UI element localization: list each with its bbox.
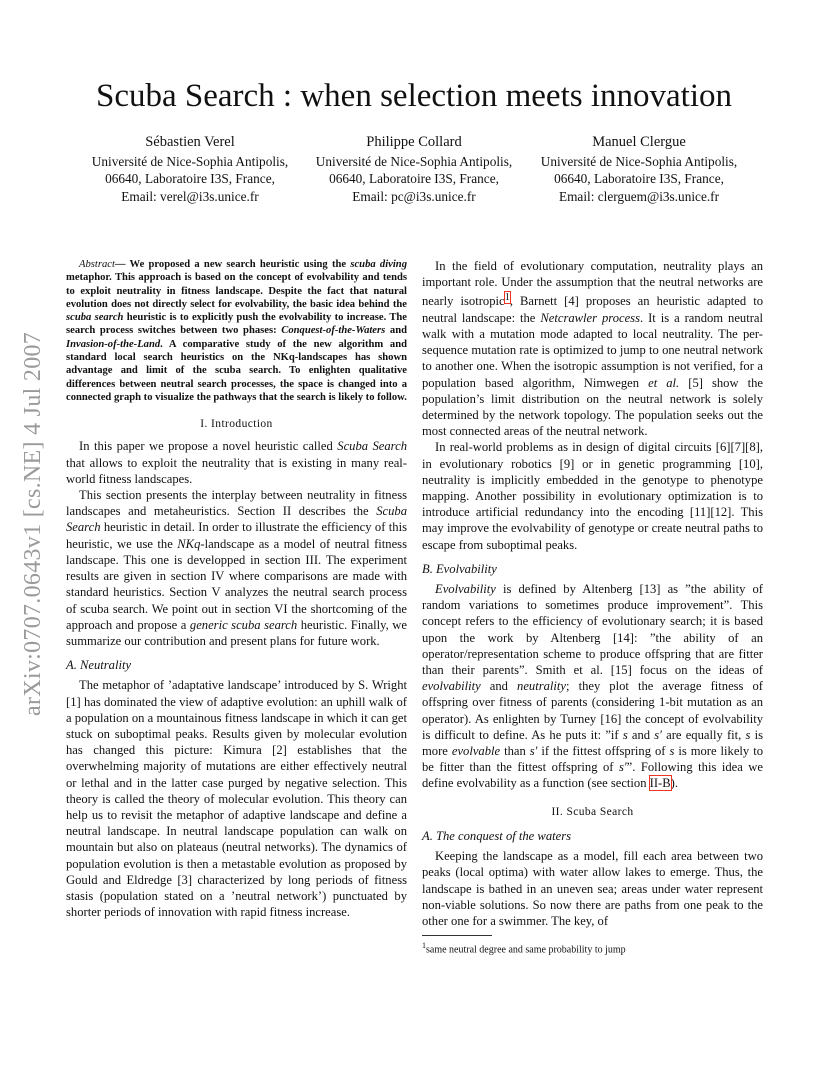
author-name: Philippe Collard: [366, 134, 462, 150]
emphasis: Scuba Search: [66, 504, 407, 535]
math-symbol: s: [745, 727, 751, 742]
abstract-emphasis: scuba diving: [350, 259, 407, 270]
paragraph-text: In this paper we propose a novel heuristic called: [79, 439, 338, 454]
emphasis: Scuba Search: [337, 439, 407, 454]
abstract-text: heuristic is to explicitly push the evolvability to increase. The search process switches between two phases:: [66, 312, 408, 337]
math-symbol: s′: [618, 760, 627, 775]
author-block: [75, 134, 305, 205]
paragraph-text: if the fittest offspring of: [537, 744, 670, 759]
math-symbol: s: [622, 727, 628, 742]
emphasis: evolvability: [422, 679, 481, 694]
abstract-text: and: [385, 325, 408, 337]
abstract-text: — We proposed a new search heuristic using the: [114, 259, 351, 270]
arxiv-stamp[interactable]: arXiv:0707.0643v1 [cs.NE] 4 Jul 2007: [20, 331, 46, 716]
paragraph-text: is defined by Altenberg [13] as ”the ability of random variations to sometimes produce improvement”. This concept refers to the efficiency of evolutionary search; it is based upon the work by Altenberg [14]: ”the ability of an operator/representation scheme to produce offspring that are fitter than their parents”. Smith et al. [15] focus on the ideas of: [422, 582, 763, 678]
paragraph-text: and: [480, 679, 518, 694]
paragraph-text: This section presents the interplay between neutrality in fitness landscapes and metaheuristics. Section II describes the: [66, 488, 407, 519]
paragraph-text: [5] show the population’s limit distribution on the neutral network is solely determined by the network topology. The population seeks out the most connected areas of the neutral network.: [422, 375, 764, 439]
emphasis: et al.: [648, 375, 680, 390]
paragraph-text: ; they plot the average fitness of offspring over fitness of parents (considering 1-bit mutation as an operator). As enlighten by Turney [16] the concept of evolvability is difficult to define. As he puts it: ”if: [422, 679, 763, 742]
emphasis: Evolvability: [435, 582, 496, 597]
abstract-label: Abstract: [79, 259, 115, 270]
author-name: Manuel Clergue: [592, 134, 686, 150]
paragraph-text: ”. Following this idea we define evolvability as a function (see section: [422, 760, 763, 791]
paragraph: [66, 438, 407, 487]
paragraph-text: -landscape as a model of neutral fitness landscape. This one is developped in section III. The experiment results are given in section IV where comparisons are made with standard heuristics. Section V analyzes the neutral search process of scuba search. We point out in section VI the shortcoming of the approach and propose a: [66, 536, 407, 632]
footnote-rule: [422, 935, 492, 936]
paragraph-text: , Barnett [4] proposes an heuristic adapted to neutral landscape: the: [422, 294, 764, 325]
abstract: [66, 258, 407, 404]
author-affiliation: Université de Nice-Sophia Antipolis,: [315, 153, 513, 169]
subsection-heading: A. The conquest of the waters: [422, 828, 572, 843]
paragraph-text: is more: [422, 727, 763, 759]
section-heading: II. Scuba Search: [551, 805, 634, 818]
math-symbol: NKq: [177, 536, 201, 551]
paragraph-text: heuristic. Finally, we summarize our contribution and present plans for future work.: [66, 617, 407, 648]
left-column: [66, 258, 407, 920]
paper-title: Scuba Search : when selection meets innovation: [96, 78, 732, 114]
abstract-emphasis: Conquest-of-the-Waters: [281, 325, 386, 337]
paragraph-text: is more likely to be fitter than the fittest offspring of: [422, 744, 763, 775]
emphasis: generic scuba search: [189, 617, 298, 632]
author-name: Sébastien Verel: [145, 134, 235, 150]
author-email: Email: clerguem@i3s.unice.fr: [558, 188, 720, 204]
paragraph: [422, 258, 763, 439]
paragraph-text: . It is a random neutral walk with a mutation mode adapted to local neutrality. The per-sequence mutation rate is optimized to jump to one neutral network to another one. When the isotropic assumption is not verified, for a population based algorithm, Nimwegen: [422, 310, 763, 390]
author-email: Email: verel@i3s.unice.fr: [121, 188, 259, 204]
paragraph-text: ).: [670, 776, 678, 791]
paragraph: [66, 487, 407, 649]
paragraph-text: that allows to exploit the neutrality that is existing in many real-world fitness landscapes.: [66, 455, 407, 486]
paragraph-text: and: [627, 727, 655, 742]
author-address: 06640, Laboratoire I3S, France,: [105, 171, 275, 186]
footnote: [422, 940, 763, 956]
section-ref-link[interactable]: II-B: [649, 776, 671, 791]
abstract-text: . A comparative study of the new algorithm and standard local search heuristics on the NKq-landscapes has shown advantage and limit of the scuba search. To enlighten qualitative differences between neutral search processes, the space is changed into a connected graph to visualize the pathways that the search is likely to follow.: [66, 338, 407, 403]
footnote-link[interactable]: 1: [504, 292, 510, 304]
abstract-emphasis: Invasion-of-the-Land: [66, 338, 161, 350]
author-affiliation: Université de Nice-Sophia Antipolis,: [91, 153, 289, 169]
paragraph: Keeping the landscape as a model, fill each area between two peaks (local optima) with water allow lakes to emerge. Thus, the landscape is bathed in an uneven sea; areas under water represent non-viable solutions. So now there are paths from one peak to the other one for a swimmer. The key, of: [422, 849, 763, 928]
paragraph-text: In the field of evolutionary computation, neutrality plays an important role. Under the assumption that the neutral networks are nearly isotropic: [422, 259, 763, 309]
emphasis: evolvable: [451, 744, 501, 759]
abstract-emphasis: scuba search: [66, 312, 124, 324]
math-symbol: s: [669, 744, 675, 759]
author-block: [299, 134, 529, 205]
paragraph: The metaphor of ’adaptative landscape’ introduced by S. Wright [1] has dominated the view of adaptive evolution: an uphill walk of a population on a mountainous fitness landscape in which it can get stuck on suboptimal peaks. Results given by molecular evolution has changed this picture: Kimura [2] establishes that the overwhelming majority of mutations are either effectively neutral or lethal and in the latter case purged by negative selection. This theory is called the theory of molecular evolution. This theory can help us to revisit the metaphor of adaptive landscape and define a neutral landscape. In neutral landscape population can walk on mountain but also on plateaus (neutral networks). The dynamics of population evolution is then a metastable evolution as proposed by Gould and Eldredge [3] characterized by long periods of fitness stasis (population stated on a ’neutral network’) punctuated by shorter periods of innovation with rapid fitness increase.: [66, 678, 407, 920]
emphasis: Netcrawler process: [540, 310, 640, 325]
footnote-text: same neutral degree and same probability to jump: [426, 944, 626, 956]
author-address: 06640, Laboratoire I3S, France,: [329, 171, 499, 186]
author-address: 06640, Laboratoire I3S, France,: [554, 171, 724, 186]
author-affiliation: Université de Nice-Sophia Antipolis,: [540, 153, 738, 169]
author-email: Email: pc@i3s.unice.fr: [352, 188, 476, 204]
subsection-heading: B. Evolvability: [422, 561, 497, 576]
section-heading: I. Introduction: [200, 418, 273, 431]
paragraph-text: heuristic in detail. In order to illustrate the efficiency of this heuristic, we use the: [66, 520, 407, 551]
paragraph: In real-world problems as in design of digital circuits [6][7][8], in evolutionary robotics [9] or in genetic programming [10], neutrality is implicitly embedded in the genotype to phenotype mapping. Another possibility in evolutionary optimization is to introduce artificial redundancy into the encoding [11][12]. This may improve the evolvability of genotype or create neutral paths to escape from suboptimal peaks.: [422, 440, 763, 552]
emphasis: neutrality: [517, 679, 567, 694]
abstract-text: metaphor. This approach is based on the concept of evolvability and tends to exploit neutrality in fitness landscape. Despite the fact that natural evolution does not directly select for evolvability, the basic idea behind the: [66, 272, 407, 310]
paragraph-text: than: [500, 744, 530, 759]
paragraph-text: are equally fit,: [661, 727, 746, 742]
subsection-heading: A. Neutrality: [66, 658, 132, 673]
paragraph: [422, 581, 763, 792]
right-column: [422, 258, 763, 956]
footnote-mark: 1: [422, 941, 426, 951]
math-symbol: s′: [654, 727, 662, 742]
math-symbol: s′: [529, 744, 538, 759]
author-block: [524, 134, 754, 205]
